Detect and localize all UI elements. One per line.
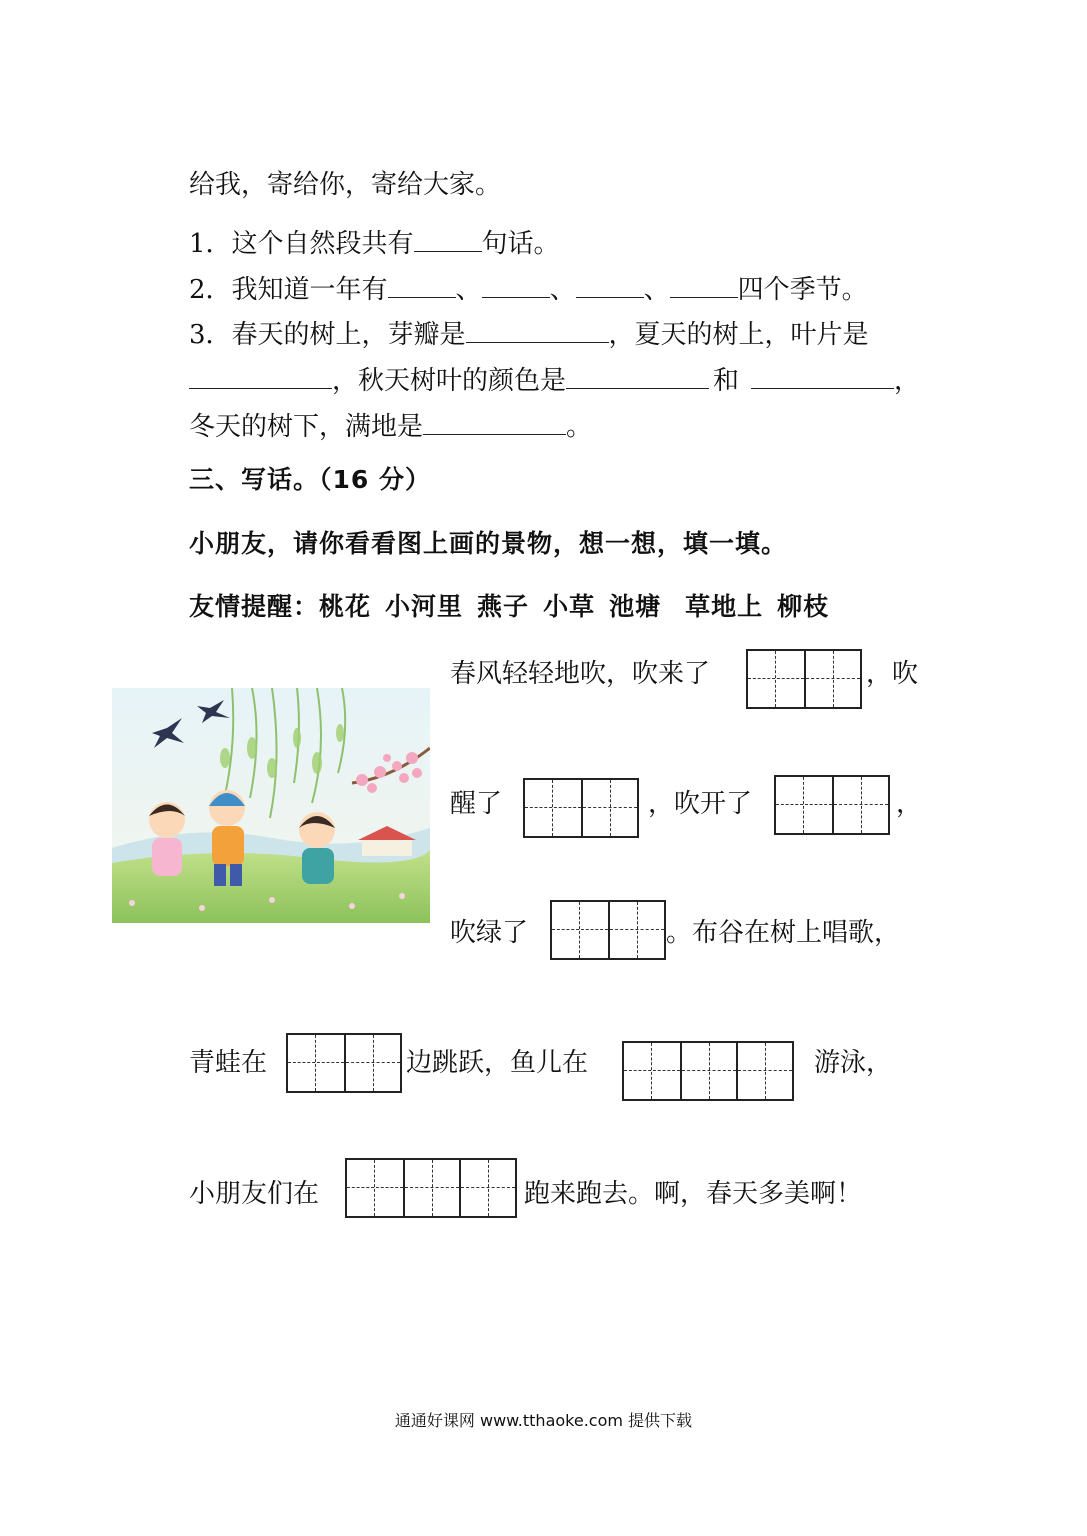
q3-text: ，秋天树叶的颜色是	[332, 366, 567, 396]
hint-word: 小河里	[385, 592, 464, 621]
char-cell[interactable]	[344, 1035, 400, 1091]
char-grid-2[interactable]	[746, 649, 862, 709]
answer-blank[interactable]	[423, 412, 566, 435]
answer-blank[interactable]	[482, 275, 550, 298]
answer-blank[interactable]	[670, 275, 738, 298]
char-cell[interactable]	[776, 777, 832, 833]
answer-blank[interactable]	[751, 366, 894, 389]
question-2	[189, 273, 868, 307]
hint-label: 友情提醒：	[189, 592, 320, 621]
char-cell[interactable]	[804, 651, 860, 707]
q1-prefix: 1．这个自然段共有	[189, 229, 414, 259]
q2-prefix: 2．我知道一年有	[189, 275, 388, 305]
hint-word: 燕子	[477, 592, 530, 621]
answer-blank[interactable]	[576, 275, 644, 298]
char-grid-3[interactable]	[345, 1158, 517, 1218]
hint-word: 小草	[543, 592, 596, 621]
char-cell[interactable]	[552, 902, 608, 958]
char-cell[interactable]	[525, 780, 581, 836]
char-cell[interactable]	[459, 1160, 515, 1216]
answer-blank[interactable]	[388, 275, 456, 298]
char-cell[interactable]	[736, 1043, 792, 1099]
section-instruction: 小朋友，请你看看图上画的景物，想一想，填一填。	[189, 529, 788, 558]
q3-period: 。	[566, 412, 593, 442]
char-grid-2[interactable]	[774, 775, 890, 835]
char-cell[interactable]	[748, 651, 804, 707]
hint-line	[189, 590, 829, 624]
fill-line-4-end: 游泳，	[814, 1048, 893, 1078]
char-cell[interactable]	[624, 1043, 680, 1099]
q3-and: 和	[713, 366, 740, 396]
q3-prefix: 冬天的树下，满地是	[189, 412, 424, 442]
fill-line-5-text: 小朋友们在	[189, 1179, 320, 1209]
fill-line-2-mid: ，吹开了	[648, 789, 753, 819]
fill-line-3-end: 。布谷在树上唱歌，	[666, 918, 901, 948]
question-3-line-3	[189, 410, 592, 444]
char-cell[interactable]	[832, 777, 888, 833]
footer-source: 通通好课网 www.tthaoke.com 提供下载	[394, 1411, 693, 1430]
answer-blank[interactable]	[189, 366, 332, 389]
q2-separator: 、	[455, 275, 482, 305]
fill-line-1-text: 春风轻轻地吹，吹来了	[450, 659, 711, 689]
spring-illustration	[112, 688, 430, 923]
section-title: 三、写话。（16 分）	[189, 465, 431, 494]
hint-word: 柳枝	[777, 592, 830, 621]
char-cell[interactable]	[608, 902, 664, 958]
question-3-line-2	[189, 364, 920, 398]
char-grid-3[interactable]	[622, 1041, 794, 1101]
q2-separator: 、	[549, 275, 576, 305]
q1-suffix: 句话。	[481, 229, 560, 259]
answer-blank[interactable]	[566, 366, 709, 389]
q3-comma: ，	[894, 366, 921, 396]
passage-end: 给我，寄给你，寄给大家。	[189, 170, 502, 200]
q3-prefix: 3．春天的树上，芽瓣是	[189, 320, 466, 350]
hint-word: 桃花	[319, 592, 372, 621]
answer-blank[interactable]	[414, 229, 482, 252]
q3-text: ，夏天的树上，叶片是	[608, 320, 869, 350]
char-cell[interactable]	[347, 1160, 403, 1216]
char-grid-2[interactable]	[550, 900, 666, 960]
question-3-line-1	[189, 318, 869, 352]
char-cell[interactable]	[403, 1160, 459, 1216]
char-cell[interactable]	[288, 1035, 344, 1091]
char-cell[interactable]	[581, 780, 637, 836]
char-grid-2[interactable]	[523, 778, 639, 838]
fill-line-4-text: 青蛙在	[189, 1048, 268, 1078]
fill-line-2-text: 醒了	[450, 789, 503, 819]
fill-line-3-text: 吹绿了	[450, 918, 529, 948]
q2-suffix: 四个季节。	[737, 275, 868, 305]
q2-separator: 、	[643, 275, 670, 305]
char-grid-2[interactable]	[286, 1033, 402, 1093]
fill-line-2-end: ，	[896, 789, 923, 819]
hint-word: 草地上	[685, 592, 764, 621]
fill-line-4-mid: 边跳跃，鱼儿在	[406, 1048, 589, 1078]
hint-word: 池塘	[609, 592, 662, 621]
spring-scene	[112, 688, 430, 923]
question-1	[189, 227, 560, 261]
fill-line-1-end: ，吹	[866, 659, 919, 689]
fill-line-5-end: 跑来跑去。啊，春天多美啊！	[524, 1179, 863, 1209]
char-cell[interactable]	[680, 1043, 736, 1099]
answer-blank[interactable]	[466, 320, 609, 343]
